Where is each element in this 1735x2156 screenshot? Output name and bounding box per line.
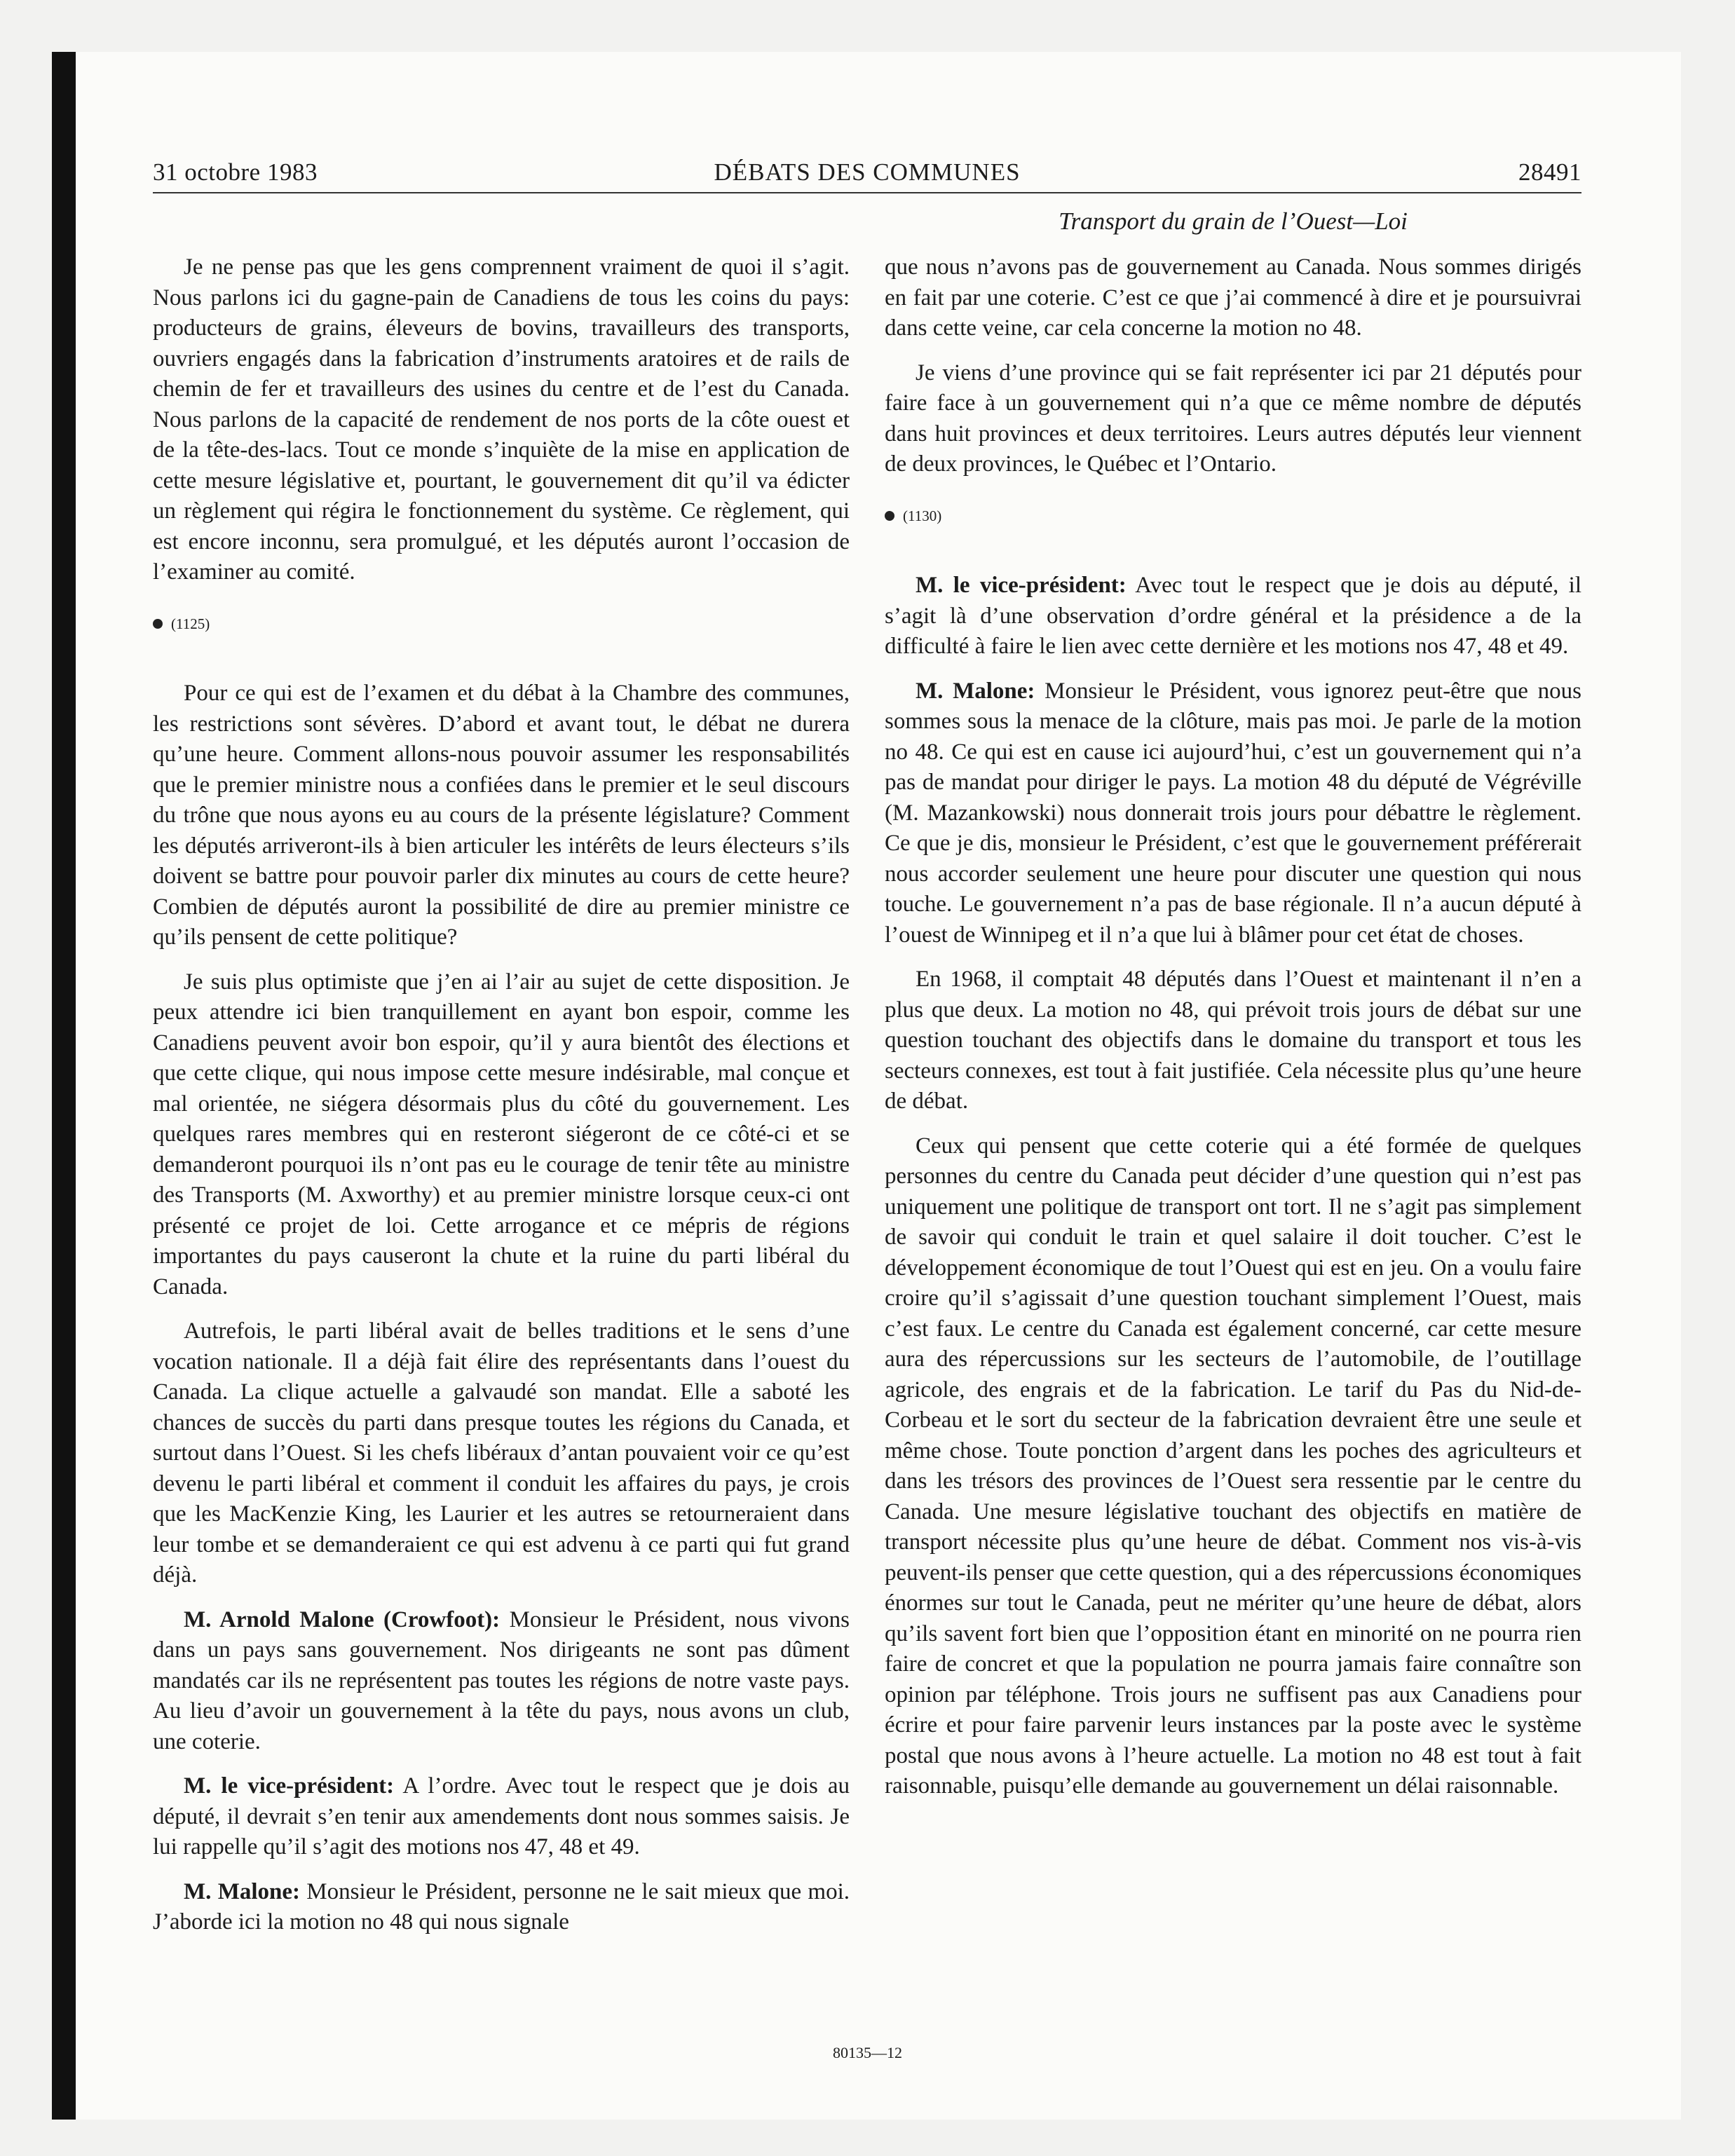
timestamp-text: (1125) [171, 615, 210, 632]
speech-text: Monsieur le Président, nous vivons dans un pays sans gouvernement. Nos dirigeants ne sont pas dûment mandatés car ils ne représentent pas toutes les régions de notre vaste pays. Au lieu d’avoir un gouvernement à la tête du pays, nous avons un club, une coterie. [153, 1606, 850, 1754]
bullet-icon [885, 511, 894, 521]
paragraph: que nous n’avons pas de gouvernement au Canada. Nous sommes dirigés en fait par une coterie. C’est ce que j’ai commencé à dire et je poursuivrai dans cette veine, car cela concerne la motion no 48. [885, 254, 1581, 341]
header-date: 31 octobre 1983 [153, 158, 318, 186]
running-head [153, 158, 1581, 193]
speaker-name: M. le vice-président: [184, 1773, 395, 1799]
speaker-name: M. Malone: [916, 678, 1035, 704]
paragraph: Je ne pense pas que les gens comprennent vraiment de quoi il s’agit. Nous parlons ici du gagne-pain de Canadiens de tous les coins du pays: producteurs de grains, éleveurs de bovins, travailleurs des transports, ouvriers engagés dans la fabrication d’instruments aratoires et de rails de chemin de fer et travailleurs des usines du centre et de l’est du Canada. Nous parlons de la capacité de rendement de nos ports de la côte ouest et de la tête-des-lacs. Tout ce monde s’inquiète de la mise en application de cette mesure législative et, pourtant, le gouvernement dit qu’il va édicter un règlement qui régira le fonctionnement du système. Ce règlement, qui est encore inconnu, sera promulgué, et les députés auront l’occasion de l’examiner au comité. [153, 254, 850, 585]
bullet-icon [153, 619, 163, 629]
left-column [153, 252, 850, 1952]
speaker-name: M. Malone: [184, 1878, 300, 1904]
header-publication: DÉBATS DES COMMUNES [714, 158, 1021, 186]
speech-paragraph [885, 571, 1581, 662]
paragraph: Pour ce qui est de l’examen et du débat à la Chambre des communes, les restrictions sont sévères. D’abord et avant tout, le débat ne durera qu’une heure. Comment allons-nous pouvoir assumer les responsabilités que le premier ministre nous a confiées dans le premier et le seul discours du trône que nous ayons eu au cours de la présente législature? Comment les députés arriveront-ils à bien articuler les intérêts de leurs électeurs s’ils doivent se battre pour pouvoir parler dix minutes au cours de cette heure? Combien de députés auront la possibilité de dire au premier ministre ce qu’ils pensent de cette politique? [153, 681, 850, 950]
speaker-name: M. le vice-président: [916, 573, 1127, 598]
header-page-number: 28491 [1518, 158, 1581, 186]
speaker-name: M. Arnold Malone (Crowfoot): [184, 1606, 501, 1632]
speech-paragraph [885, 676, 1581, 951]
speech-paragraph [153, 1605, 850, 1758]
section-title: Transport du grain de l’Ouest—Loi [1059, 207, 1408, 235]
header-rule [153, 192, 1581, 193]
speech-paragraph [153, 1877, 850, 1938]
paragraph: Je suis plus optimiste que j’en ai l’air au sujet de cette disposition. Je peux attendre ici bien tranquillement en ayant bon espoir, comme les Canadiens peuvent avoir bon espoir, qu’il y aura bientôt des élections et que cette clique, qui nous impose cette mesure indésirable, mal conçue et mal orientée, ne siégera désormais plus du côté du gouvernement. Les quelques rares membres qui en resteront siégeront de ce côté-ci et se demanderont pourquoi ils n’ont pas eu le courage de tenir tête au ministre des Transports (M. Axworthy) et au premier ministre lorsque ceux-ci ont présenté ce projet de loi. Cette arrogance et ce mépris de régions importantes du pays causeront la chute et la ruine du parti libéral du Canada. [153, 969, 850, 1299]
speech-paragraph [153, 1771, 850, 1863]
paragraph: Ceux qui pensent que cette coterie qui a été formée de quelques personnes du centre du Canada peut décider d’une question qui n’est pas uniquement une politique de transport ont tort. Il ne s’agit pas simplement de savoir qui conduit le train et quel salaire il doit toucher. C’est le développement économique de tout l’Ouest qui est en jeu. On a voulu faire croire qu’il s’agissait d’une question touchant simplement l’Ouest, mais c’est faux. Le centre du Canada est également concerné, car cette mesure aura des répercussions sur les secteurs de l’automobile, de l’outillage agricole, des engrais et de la fabrication. Le tarif du Pas du Nid-de-Corbeau et le sort du secteur de la fabrication devraient être une seule et même chose. Toute ponction d’argent dans les poches des agriculteurs et dans les trésors des provinces de l’Ouest sera ressentie par le centre du Canada. Une mesure législative touchant des objectifs en matière de transport nécessite plus qu’une heure de débat. Comment nos vis-à-vis peuvent-ils penser que cette question, qui a des répercussions économiques énormes sur tout le Canada, peut ne mériter qu’une heure de débat, alors qu’ils savent fort bien que l’opposition étant en minorité on ne pourra rien faire de concret et que la population ne pourra jamais faire connaître son opinion par téléphone. Trois jours ne suffisent pas aux Canadiens pour écrire et pour faire parvenir leurs instances par la poste avec le système postal que nous avons à l’heure actuelle. La motion no 48 est tout à fait raisonnable, puisqu’elle demande au gouvernement un délai raisonnable. [885, 1133, 1581, 1799]
footer-code: 80135—12 [833, 2044, 902, 2061]
paragraph: Je viens d’une province qui se fait représenter ici par 21 députés pour faire face à un gouvernement qui n’a que ce même nombre de députés dans huit provinces et deux territoires. Leurs autres députés leur viennent de deux provinces, le Québec et l’Ontario. [885, 360, 1581, 477]
speech-text: A l’ordre. Avec tout le respect que je dois au député, il devrait s’en tenir aux amendements dont nous sommes saisis. Je lui rappelle qu’il s’agit des motions nos 47, 48 et 49. [153, 1773, 850, 1860]
scan-edge [52, 52, 76, 2120]
paragraph: En 1968, il comptait 48 députés dans l’Ouest et maintenant il n’en a plus que deux. La motion no 48, qui prévoit trois jours de débat sur une question touchant des objectifs dans le domaine du transport et tous les secteurs connexes, est tout à fait justifiée. Cela nécessite plus qu’une heure de débat. [885, 967, 1581, 1114]
timestamp-marker [153, 609, 850, 640]
speech-text: Avec tout le respect que je dois au député, il s’agit là d’une observation d’ordre général et la présidence a de la difficulté à faire le lien avec cette dernière et les motions nos 47, 48 et 49. [885, 573, 1581, 659]
speech-text: Monsieur le Président, vous ignorez peut-être que nous sommes sous la menace de la clôture, mais pas moi. Je parle de la motion no 48. Ce qui est en cause ici aujourd’hui, c’est un gouvernement qui n’a pas de mandat pour diriger le pays. La motion 48 du député de Végréville (M. Mazankowski) nous donnerait trois jours pour débattre le règlement. Ce que je dis, monsieur le Président, c’est que le gouvernement préférerait nous accorder seulement une heure pour discuter une question qui nous touche. Le gouvernement n’a pas de base régionale. Il n’a aucun député à l’ouest de Winnipeg et il n’a que lui à blâmer pour cet état de choses. [885, 678, 1581, 948]
speech-text: Monsieur le Président, personne ne le sait mieux que moi. J’aborde ici la motion no 48 qui nous signale [153, 1878, 850, 1935]
right-column [885, 252, 1581, 1816]
timestamp-marker [885, 501, 1581, 532]
paragraph: Autrefois, le parti libéral avait de belles traditions et le sens d’une vocation nationale. Il a déjà fait élire des représentants dans l’ouest du Canada. La clique actuelle a galvaudé son mandat. Elle a saboté les chances de succès du parti dans presque toutes les régions du Canada, et surtout dans l’Ouest. Si les chefs libéraux d’antan pouvaient voir ce qu’est devenu le parti libéral et comment il conduit les affaires du pays, je crois que les MacKenzie King, les Laurier et les autres se retourneraient dans leur tombe et se demanderaient ce qui est advenu à ce parti qui fut grand déjà. [153, 1318, 850, 1588]
timestamp-text: (1130) [903, 507, 942, 524]
